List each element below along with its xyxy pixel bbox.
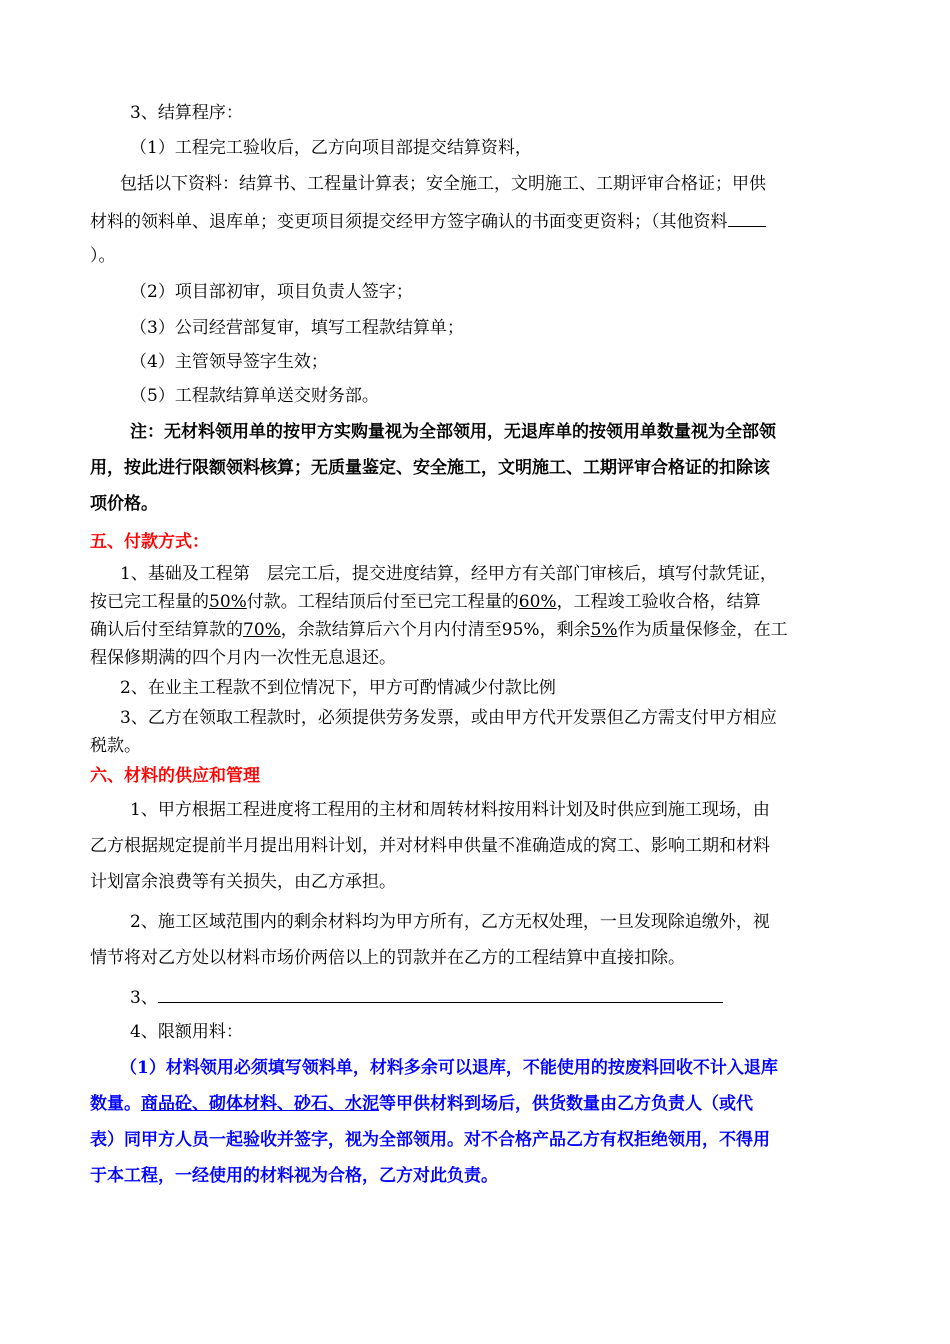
payment-percent-60: 60% <box>518 592 557 612</box>
settlement-procedure-title: 3、结算程序： <box>130 103 243 123</box>
supply-para-1-line-2: 乙方根据规定提前半月提出用料计划，并对材料申供量不准确造成的窝工、影响工期和材料 <box>90 836 770 856</box>
note-line-3: 项价格。 <box>90 494 158 514</box>
payment-para-2: 2、在业主工程款不到位情况下，甲方可酌情减少付款比例 <box>120 678 556 698</box>
supply-para-1-line-1: 1、甲方根据工程进度将工程用的主材和周转材料按用料计划及时供应到施工现场，由 <box>130 800 770 820</box>
supply-para-2-line-1: 2、施工区域范围内的剩余材料均为甲方所有，乙方无权处理，一旦发现除追缴外，视 <box>130 912 770 932</box>
procedure-item-2: （2）项目部初审，项目负责人签字； <box>130 282 413 302</box>
payment-para-1-line-4: 程保修期满的四个月内一次性无息退还。 <box>90 648 396 668</box>
supply-para-3: 3、 <box>130 984 723 1010</box>
payment-para-1-line-2: 按已完工程量的50%付款。工程结顶后付至已完工程量的60%，工程竣工验收合格，结算 <box>90 592 761 612</box>
supply-para-1-line-3: 计划富余浪费等有关损失，由乙方承担。 <box>90 872 396 892</box>
quota-rule-line-2: 数量。商品砼、砌体材料、砂石、水泥等甲供材料到场后，供货数量由乙方负责人（或代 <box>90 1094 753 1114</box>
quota-rule-line-4: 于本工程，一经使用的材料视为合格，乙方对此负责。 <box>90 1166 498 1186</box>
note-line-1: 注：无材料领用单的按甲方实购量视为全部领用，无退库单的按领用单数量视为全部领 <box>130 422 776 442</box>
quota-rule-line-3: 表）同甲方人员一起验收并签字，视为全部领用。对不合格产品乙方有权拒绝领用，不得用 <box>90 1130 770 1150</box>
supplied-materials-list: 商品砼、砌体材料、砂石、水泥 <box>141 1094 379 1114</box>
procedure-item-1: （1）工程完工验收后，乙方向项目部提交结算资料， <box>130 138 532 158</box>
other-materials-blank <box>728 208 766 227</box>
payment-percent-70: 70% <box>243 620 281 640</box>
material-supply-heading: 六、材料的供应和管理 <box>90 766 260 786</box>
payment-para-3-line-2: 税款。 <box>90 736 141 756</box>
materials-list-line-1: 包括以下资料：结算书、工程量计算表；安全施工，文明施工、工期评审合格证；甲供 <box>120 174 766 194</box>
payment-para-1-line-3: 确认后付至结算款的70%，余款结算后六个月内付清至95%，剩余5%作为质量保修金，在工 <box>90 620 788 640</box>
materials-list-line-2: 材料的领料单、退库单；变更项目须提交经甲方签字确认的书面变更资料；（其他资料 <box>90 208 766 234</box>
payment-method-heading: 五、付款方式： <box>90 532 209 552</box>
quota-material-title: 4、限额用料： <box>130 1022 243 1042</box>
payment-percent-5: 5% <box>590 620 618 640</box>
procedure-item-5: （5）工程款结算单送交财务部。 <box>130 386 379 406</box>
payment-para-1-line-1: 1、基础及工程第 层完工后，提交进度结算，经甲方有关部门审核后，填写付款凭证， <box>120 564 777 584</box>
quota-rule-line-1: （1）材料领用必须填写领料单，材料多余可以退库，不能使用的按废料回收不计入退库 <box>120 1058 778 1078</box>
procedure-item-3: （3）公司经营部复审，填写工程款结算单； <box>130 318 464 338</box>
procedure-item-4: （4）主管领导签字生效； <box>130 352 328 372</box>
payment-percent-50: 50% <box>209 592 247 612</box>
note-line-2: 用，按此进行限额领料核算；无质量鉴定、安全施工，文明施工、工期评审合格证的扣除该 <box>90 458 770 478</box>
supply-item-3-blank <box>158 984 723 1003</box>
payment-para-3-line-1: 3、乙方在领取工程款时，必须提供劳务发票，或由甲方代开发票但乙方需支付甲方相应 <box>120 708 777 728</box>
supply-para-2-line-2: 情节将对乙方处以材料市场价两倍以上的罚款并在乙方的工程结算中直接扣除。 <box>90 948 685 968</box>
materials-list-line-3: ）。 <box>90 246 116 266</box>
